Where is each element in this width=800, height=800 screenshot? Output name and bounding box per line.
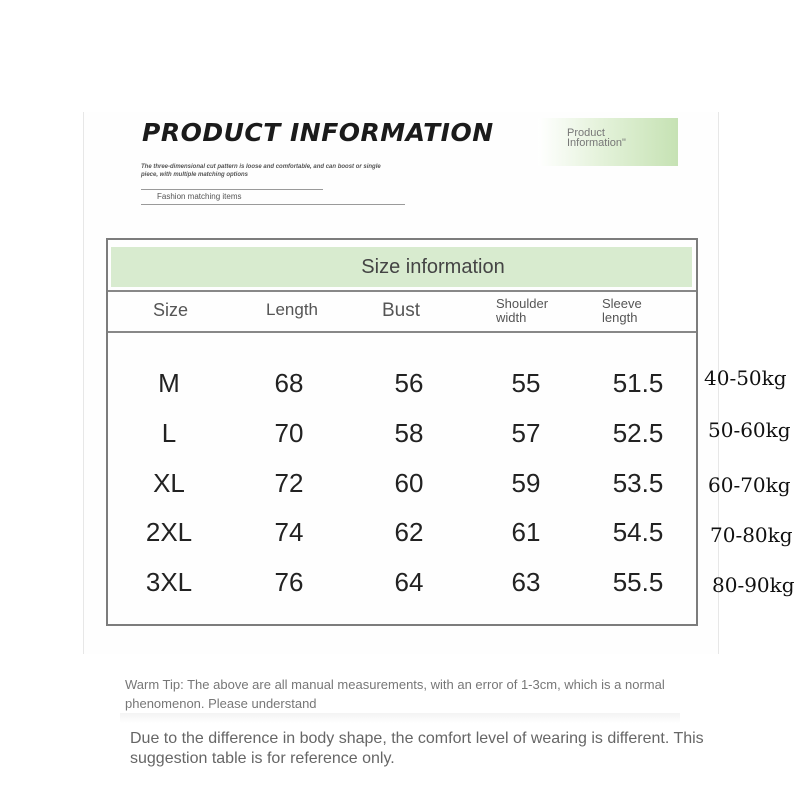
cell-sleeve: 52.5 xyxy=(612,418,664,448)
cell-shoulder: 63 xyxy=(511,567,541,597)
cell-length: 72 xyxy=(274,468,304,498)
cell-bust: 64 xyxy=(394,567,424,597)
cell-bust: 62 xyxy=(394,517,424,547)
size-table-title: Size information xyxy=(361,256,505,278)
weight-range: 40-50kg xyxy=(704,366,787,390)
badge-line: Information" xyxy=(567,137,626,149)
weight-range: 60-70kg xyxy=(708,473,791,497)
cell-shoulder: 61 xyxy=(511,517,541,547)
cell-shoulder: 59 xyxy=(511,468,541,498)
cell-length: 70 xyxy=(274,418,304,448)
divider xyxy=(141,204,405,205)
column-header-size: Size xyxy=(153,300,189,320)
header-rule xyxy=(108,331,696,333)
divider xyxy=(141,189,323,190)
header-rule xyxy=(108,290,696,292)
cell-bust: 60 xyxy=(394,468,424,498)
weight-range: 70-80kg xyxy=(710,523,793,547)
column-header-sleeve-length: Sleeve length xyxy=(602,296,642,325)
cell-size: L xyxy=(161,418,177,448)
cell-sleeve: 54.5 xyxy=(612,517,664,547)
reference-note: Due to the difference in body shape, the comfort level of wearing is different. This suggestion table is for reference only. xyxy=(130,730,704,767)
cell-sleeve: 55.5 xyxy=(612,567,664,597)
badge-line: Product xyxy=(567,127,605,139)
fashion-matching-label: Fashion matching items xyxy=(157,192,242,201)
product-info-badge-text xyxy=(567,128,667,148)
column-header-length: Length xyxy=(266,300,318,319)
cell-length: 76 xyxy=(274,567,304,597)
cell-size: 3XL xyxy=(145,567,193,597)
faded-band xyxy=(120,713,680,723)
cell-bust: 58 xyxy=(394,418,424,448)
cell-size: M xyxy=(158,368,180,398)
cell-shoulder: 57 xyxy=(511,418,541,448)
weight-range: 80-90kg xyxy=(712,573,795,597)
page-title: PRODUCT INFORMATION xyxy=(142,118,494,147)
column-header-bust: Bust xyxy=(382,300,421,321)
cell-size: 2XL xyxy=(145,517,193,547)
cell-sleeve: 51.5 xyxy=(612,368,664,398)
cell-length: 74 xyxy=(274,517,304,547)
cell-bust: 56 xyxy=(394,368,424,398)
product-blurb: The three-dimensional cut pattern is loose and comfortable, and can boost or single piece, with multiple matching options xyxy=(141,164,381,178)
cell-size: XL xyxy=(153,468,185,498)
cell-shoulder: 55 xyxy=(511,368,541,398)
cell-length: 68 xyxy=(274,368,304,398)
weight-range: 50-60kg xyxy=(708,418,791,442)
cell-sleeve: 53.5 xyxy=(612,468,664,498)
column-header-shoulder-width: Shoulder width xyxy=(496,296,549,325)
warm-tip: Warm Tip: The above are all manual measurements, with an error of 1-3cm, which is a normal phenomenon. Please understand xyxy=(125,677,665,711)
